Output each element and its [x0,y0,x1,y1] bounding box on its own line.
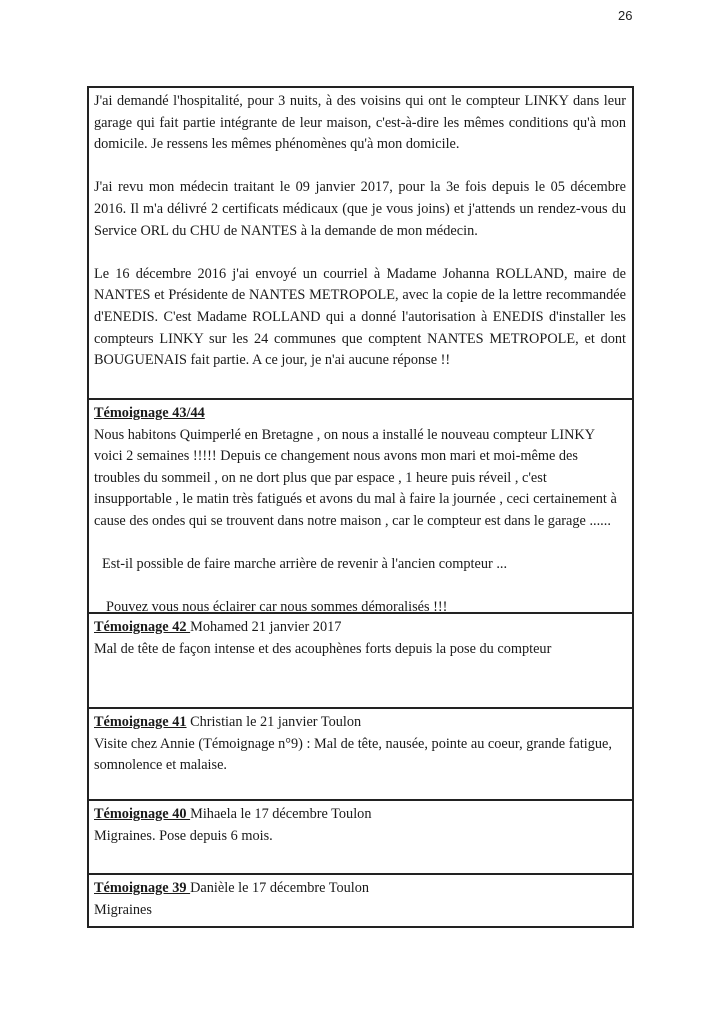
testimony-title: Témoignage 40 [94,806,191,822]
paragraph: Migraines. Pose depuis 6 mois. [94,827,273,844]
testimony-title: Témoignage 41 [94,714,187,730]
testimonials-table [87,86,634,928]
paragraph: Le 16 décembre 2016 j'ai envoyé un courriel à Madame Johanna ROLLAND, maire de NANTES et Présidente de NANTES METROPOLE, avec la copie de la lettre recommandée d'ENEDIS. C'est Madame ROLLAND qui a donné l'autorisation à ENEDIS d'installer les compteurs LINKY sur les 24 communes que comptent NANTES METROPOLE, et dont BOUGUENAIS fait partie. A ce jour, je n'ai aucune réponse !! [94,265,626,369]
testimony-cell-43-44 [89,398,632,616]
paragraph: Nous habitons Quimperlé en Bretagne , on nous a installé le nouveau compteur LINKY voici 2 semaines !!!!! Depuis ce changement nous avons mon mari et moi-même des troubles du sommeil , on ne dort plus que par espace , 1 heure puis réveil , c'est insupportable , le matin très fatigués et avons du mal à faire la journée , ceci certainement à cause des ondes qui se trouvent dans notre maison , car le compteur est dans le garage ...... [94,426,617,529]
paragraph: Pouvez vous nous éclairer car nous sommes démoralisés !!! [106,599,448,616]
paragraph: J'ai demandé l'hospitalité, pour 3 nuits, à des voisins qui ont le compteur LINKY dans leur garage qui fait partie intégrante de leur maison, c'est-à-dire les mêmes conditions qu'à mon domicile. Je ressens les mêmes phénomènes qu'à mon domicile. [94,93,626,153]
testimony-cell-continued [89,88,632,398]
testimony-author: Danièle le 17 décembre Toulon [190,880,370,896]
testimony-author: Mohamed 21 janvier 2017 [190,619,342,635]
testimony-cell-41 [89,707,632,799]
testimony-author: Mihaela le 17 décembre Toulon [190,806,372,822]
testimony-cell-42 [89,612,632,707]
paragraph: Migraines [94,901,152,918]
testimony-cell-39 [89,873,632,926]
testimony-title: Témoignage 42 [94,619,191,635]
paragraph: J'ai revu mon médecin traitant le 09 janvier 2017, pour la 3e fois depuis le 05 décembre 2016. Il m'a délivré 2 certificats médicaux (que je vous joins) et j'attends un rendez-vous du Service ORL du CHU de NANTES à la demande de mon médecin. [94,179,626,239]
paragraph: Mal de tête de façon intense et des acouphènes forts depuis la pose du compteur [94,640,552,657]
testimony-cell-40 [89,799,632,873]
testimony-title: Témoignage 43/44 [94,405,205,421]
paragraph: Est-il possible de faire marche arrière de revenir à l'ancien compteur ... [102,556,508,573]
testimony-author: Christian le 21 janvier Toulon [186,714,362,730]
page-number: 26 [618,8,633,23]
testimony-title: Témoignage 39 [94,880,191,896]
paragraph: Visite chez Annie (Témoignage n°9) : Mal de tête, nausée, pointe au coeur, grande fatigue, somnolence et malaise. [94,735,612,774]
